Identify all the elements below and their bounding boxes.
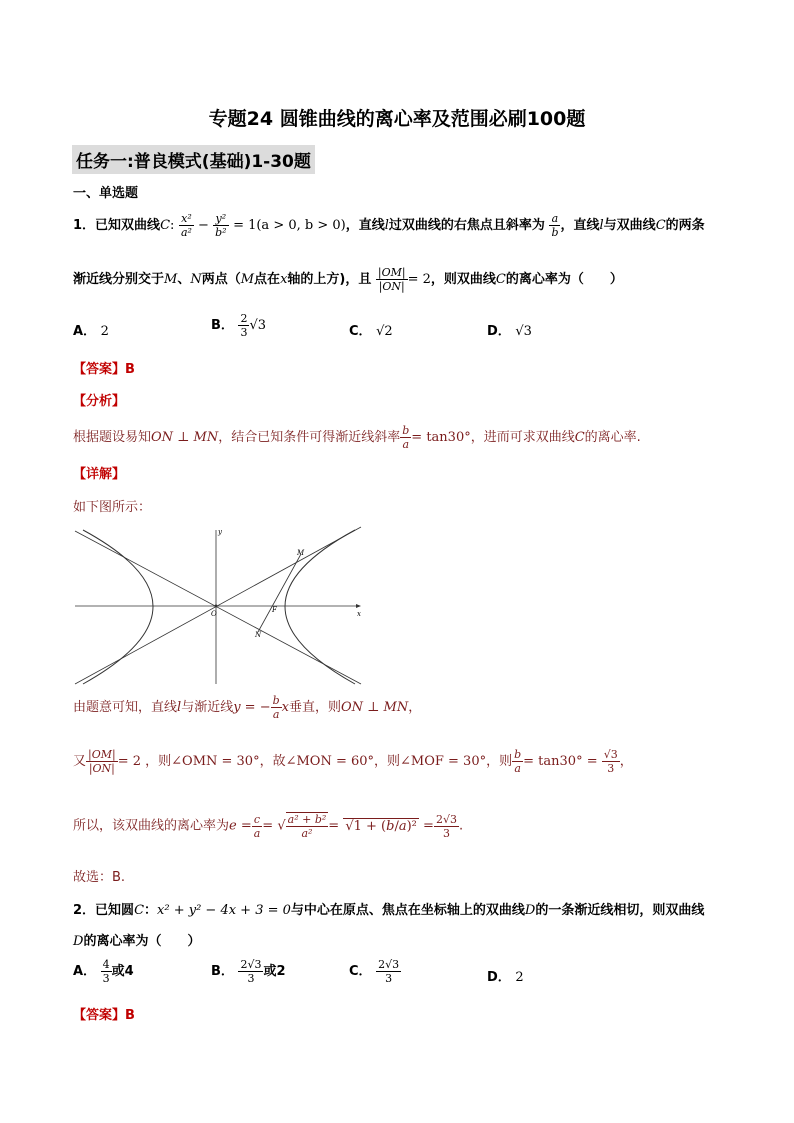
- task-header: 任务一:普良模式(基础)1-30题: [72, 145, 315, 174]
- q2-line1: 2．已知圆C：x² + y² − 4x + 3 = 0与中心在原点、焦点在坐标轴上的双曲线D的一条渐近线相切，则双曲线: [73, 903, 705, 918]
- q2-number: 2．: [73, 903, 96, 918]
- q1-line2: 渐近线分别交于M、N两点（M点在x轴的上方)，且 $\frac{|OM|}{|ON|}$ = 2，则双曲线C的离心率为（ ）: [73, 266, 623, 293]
- q1-figure-intro: 如下图所示：: [73, 500, 152, 515]
- q1-ratio-frac: $\frac{|OM|}{|ON|}$: [377, 266, 406, 293]
- q2-line2: D的离心率为（ ）: [73, 934, 201, 949]
- q1-answer: 【答案】B: [73, 362, 135, 377]
- q1-option-c: C． √2: [349, 324, 393, 339]
- q2-option-b: B． $\frac{2√3}{3}$ 或2: [211, 958, 286, 985]
- hyperbola-figure: [73, 524, 365, 688]
- q1-line1: 1．已知双曲线C: $\frac{\text{x²}}{\text{a²}}$ − $\frac{\text{y²}}{\text{b²}}$ = 1(a > 0, b > 0)，直线l过双曲线的右焦点且斜率为 $\frac{a}{b}$ ，直线l与双曲线C的两条: [73, 212, 705, 239]
- q1-number: 1．: [73, 218, 96, 233]
- q2-option-d: D． 2: [487, 970, 524, 985]
- q1-option-a: A． 2: [73, 324, 109, 339]
- q2-option-c: C． $\frac{2√3}{3}$: [349, 958, 400, 985]
- label-x: x: [357, 610, 361, 618]
- label-o: O: [211, 610, 217, 618]
- q1-option-d: D． √3: [487, 324, 532, 339]
- q1-analysis-tag: 【分析】: [73, 394, 126, 409]
- q1-detail-line3: 所以，该双曲线的离心率为e = $\frac{c}{a}$ = √ $\frac{\text{a² + b²}}{\text{a²}}$ = √1 + (b/a)² = $\frac{2√3}{3}$ .: [73, 812, 464, 840]
- label-f: F: [272, 606, 277, 614]
- hyperbola-right-branch: [285, 530, 355, 684]
- hyperbola-left-branch: [83, 530, 153, 684]
- label-y: y: [218, 528, 222, 536]
- q1-analysis: 根据题设易知ON ⊥ MN，结合已知条件可得渐近线斜率 $\frac{b}{a}$ = tan30°，进而可求双曲线C的离心率.: [73, 424, 641, 451]
- q1-frac-y2b2: $\frac{\text{y²}}{\text{b²}}$: [215, 212, 227, 239]
- q2-option-a: A． $\frac{4}{3}$ 或4: [73, 958, 134, 985]
- q1-slope-frac: $\frac{a}{b}$: [551, 212, 559, 239]
- line-mn: [258, 554, 301, 632]
- q1-detail-line1: 由题意可知，直线l与渐近线y = − $\frac{b}{a}$ x垂直，则ON ⊥ MN，: [73, 694, 422, 721]
- q1-detail-line2: 又 $\frac{|OM|}{|ON|}$ = 2 ，则∠OMN = 30°，故∠MON = 60°，则∠MOF = 30°，则 $\frac{b}{a}$ = tan30° = $\frac{√3}{3}$ ，: [73, 748, 633, 775]
- label-n: N: [255, 631, 262, 639]
- label-m: M: [297, 549, 305, 557]
- q1-detail-tag: 【详解】: [73, 467, 126, 482]
- q1-frac-x2a2: $\frac{\text{x²}}{\text{a²}}$: [180, 212, 192, 239]
- q2-answer: 【答案】B: [73, 1008, 135, 1023]
- q1-choose: 故选：B.: [73, 870, 126, 885]
- q1-option-b: B． $\frac{2}{3}$ √3: [211, 312, 267, 339]
- asymptote-positive: [75, 527, 361, 684]
- section-heading: 一、单选题: [73, 186, 139, 201]
- page-title: 专题24 圆锥曲线的离心率及范围必刷100题: [208, 108, 586, 130]
